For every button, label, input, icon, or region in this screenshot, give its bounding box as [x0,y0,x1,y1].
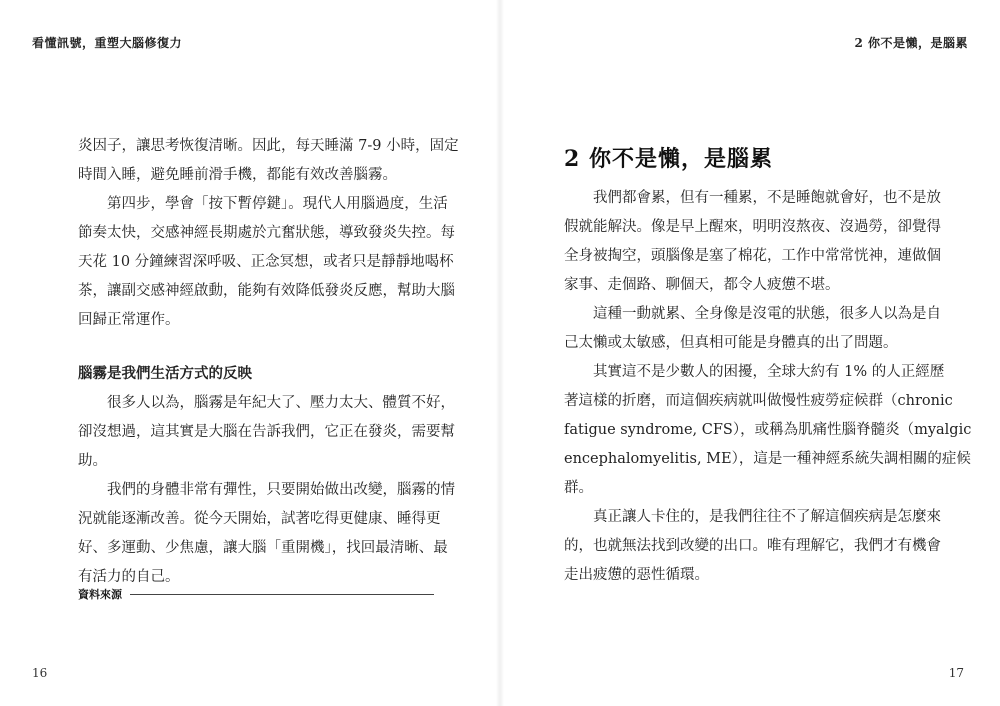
body-line: 卻沒想過，這其實是大腦在告訴我們，它正在發炎，需要幫 [78,424,455,440]
body-line: 好、多運動、少焦慮，讓大腦「重開機」，找回最清晰、最 [78,540,448,556]
body-line: fatigue syndrome, CFS），或稱為肌痛性腦脊髓炎（myalgic [564,422,972,438]
section-subheading: 腦霧是我們生活方式的反映 [78,366,252,382]
body-line: 炎因子，讓思考恢復清晰。因此，每天睡滿 7-9 小時，固定 [78,138,459,154]
chapter-title: 2 你不是懶，是腦累 [564,146,773,172]
sources-section [78,586,434,602]
body-line: 家事、走個路、聊個天，都令人疲憊不堪。 [564,277,840,293]
body-line: 回歸正常運作。 [78,312,180,328]
body-line: 況就能逐漸改善。從今天開始，試著吃得更健康、睡得更 [78,511,441,527]
right-page-body [564,184,972,590]
body-line: 己太懶或太敏感，但真相可能是身體真的出了問題。 [564,335,898,351]
body-line: 這種一動就累、全身像是沒電的狀態，很多人以為是自 [564,306,941,322]
body-line: 走出疲憊的惡性循環。 [564,567,709,583]
left-page-body [78,132,459,592]
body-line: 其實這不是少數人的困擾，全球大約有 1% 的人正經歷 [564,364,945,380]
book-gutter [496,0,504,706]
page-number-left: 16 [32,666,48,680]
body-line: 我們的身體非常有彈性，只要開始做出改變，腦霧的情 [78,482,455,498]
body-line: 茶，讓副交感神經啟動，能夠有效降低發炎反應，幫助大腦 [78,283,455,299]
page-number-right: 17 [948,666,964,680]
body-line: 很多人以為，腦霧是年紀大了、壓力太大、體質不好， [78,395,455,411]
body-line: 有活力的自己。 [78,569,180,585]
body-line: 著這樣的折磨，而這個疾病就叫做慢性疲勞症候群（chronic [564,393,953,409]
body-line: 天花 10 分鐘練習深呼吸、正念冥想，或者只是靜靜地喝杯 [78,254,454,270]
body-line: 我們都會累，但有一種累，不是睡飽就會好，也不是放 [564,190,941,206]
left-running-head: 看懂訊號，重塑大腦修復力 [32,36,183,50]
body-line: encephalomyelitis, ME），這是一種神經系統失調相關的症候 [564,451,971,467]
body-line: 的，也就無法找到改變的出口。唯有理解它，我們才有機會 [564,538,941,554]
body-line: 全身被掏空，頭腦像是塞了棉花，工作中常常恍神，連做個 [564,248,941,264]
body-line: 假就能解決。像是早上醒來，明明沒熬夜、沒過勞，卻覺得 [564,219,941,235]
sources-label: 資料來源 [78,588,122,601]
right-running-head: 2 你不是懶，是腦累 [854,36,968,50]
body-line: 第四步，學會「按下暫停鍵」。現代人用腦過度，生活 [78,196,448,212]
body-line: 時間入睡，避免睡前滑手機，都能有效改善腦霧。 [78,167,397,183]
body-line: 節奏太快，交感神經長期處於亢奮狀態，導致發炎失控。每 [78,225,455,241]
body-line: 真正讓人卡住的，是我們往往不了解這個疾病是怎麼來 [564,509,941,525]
body-line: 助。 [78,453,107,469]
sources-divider [130,594,434,595]
body-line: 群。 [564,480,593,496]
